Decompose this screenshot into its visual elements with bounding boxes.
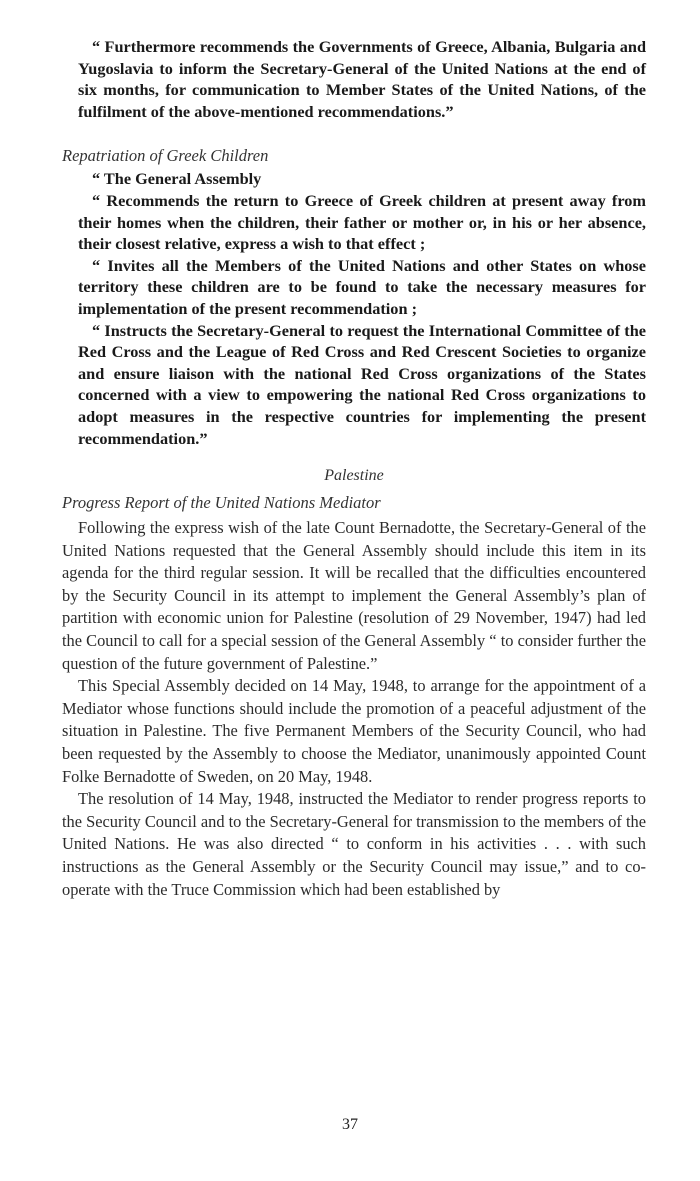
resolution-greece-block bbox=[78, 36, 646, 122]
page-number: 37 bbox=[342, 1116, 358, 1133]
document-page bbox=[62, 36, 646, 901]
resolution-paragraph: “ Instructs the Secretary-General to request the International Committee of the Red Cross and the League of Red Cross and Red Crescent Societies to organize and ensure liaison with the national Red Cross organizations of the States concerned with a view to empowering the national Red Cross organizations to adopt measures in the respective countries for implementing the present recommendation.” bbox=[78, 320, 646, 448]
greek-children-resolution bbox=[78, 168, 646, 449]
body-paragraph: The resolution of 14 May, 1948, instructed the Mediator to render progress reports to the Security Council and to the Secretary-General for transmission to the members of the United Nations. He was also directed “ to conform in his activities . . . with such instructions as the General Assembly or the Security Council may issue,” and to co-operate with the Truce Commission which had been established by bbox=[62, 789, 646, 899]
resolution-paragraph: “ Invites all the Members of the United Nations and other States on whose territory these children are to be found to take the necessary measures for implementation of the present recommendation ; bbox=[78, 255, 646, 318]
section-heading-palestine: Palestine bbox=[324, 467, 384, 485]
resolution-paragraph: “ Furthermore recommends the Governments of Greece, Albania, Bulgaria and Yugoslavia to inform the Secretary-General of the United Nations at the end of six months, for communication to Member States of the United Nations, of the fulfilment of the above-mentioned recommendations.” bbox=[78, 37, 646, 121]
body-paragraph: This Special Assembly decided on 14 May, 1948, to arrange for the appointment of a Mediator whose functions should include the promotion of a peaceful adjustment of the situation in Palestine. The five Permanent Members of the Security Council, who had been requested by the Assembly to choose the Mediator, unanimously appointed Count Folke Bernadotte of Sweden, on 20 May, 1948. bbox=[62, 676, 646, 786]
palestine-body bbox=[62, 517, 646, 901]
resolution-paragraph: “ Recommends the return to Greece of Greek children at present away from their homes when the children, their father or mother or, in his or her absence, their closest relative, express a wish to that effect ; bbox=[78, 190, 646, 254]
section-heading-greek-children: Repatriation of Greek Children bbox=[62, 146, 269, 166]
resolution-paragraph: “ The General Assembly bbox=[92, 169, 262, 189]
subsection-heading-progress-report: Progress Report of the United Nations Mediator bbox=[62, 493, 381, 513]
body-paragraph: Following the express wish of the late Count Bernadotte, the Secretary-General of the United Nations requested that the General Assembly should include this item in its agenda for the third regular session. It will be recalled that the difficulties encountered by the Security Council in its attempt to implement the General Assembly’s plan of partition with economic union for Palestine (resolution of 29 November, 1947) had led the Council to call for a special session of the General Assembly “ to consider further the question of the future government of Palestine.” bbox=[62, 518, 646, 673]
